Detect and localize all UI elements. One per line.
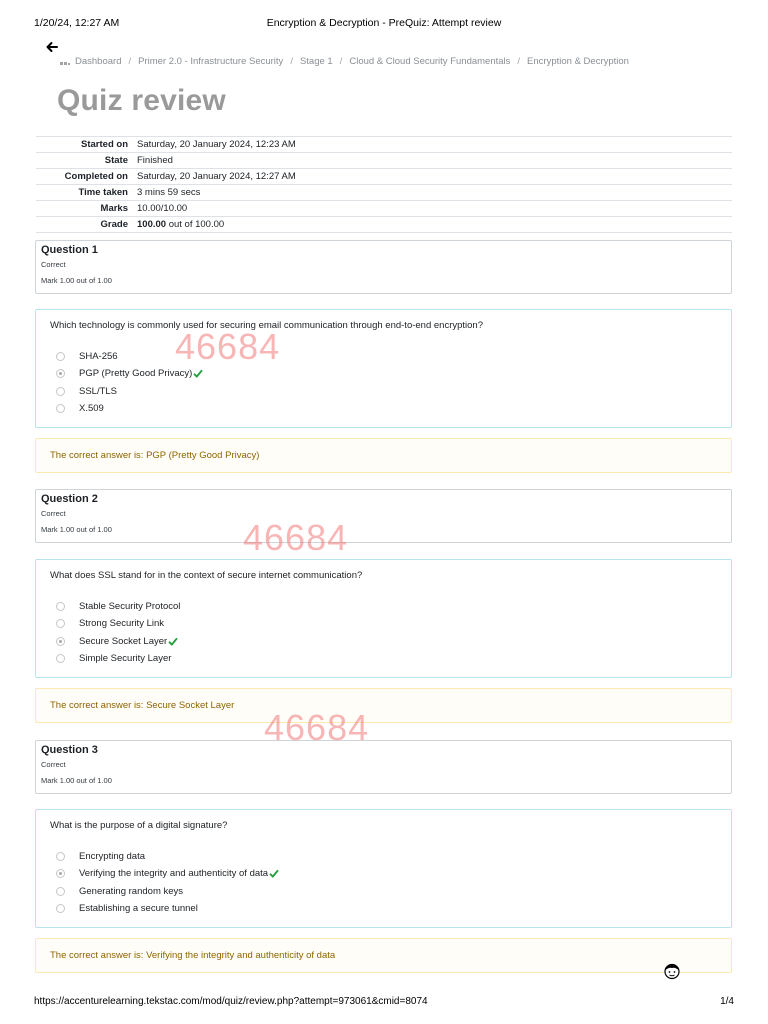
summary-row xyxy=(36,185,732,201)
breadcrumb-stage[interactable]: Stage 1 xyxy=(299,56,333,67)
page-title: Quiz review xyxy=(57,84,226,117)
watermark: 46684 xyxy=(243,517,349,558)
summary-value: 3 mins 59 secs xyxy=(132,185,732,201)
answer-option xyxy=(50,650,717,667)
summary-label: Grade xyxy=(36,217,132,233)
breadcrumb-separator: / xyxy=(290,56,293,67)
print-footer xyxy=(34,996,734,1010)
breadcrumb-separator: / xyxy=(339,56,343,67)
avatar-icon xyxy=(663,962,681,980)
summary-value: Finished xyxy=(132,153,732,169)
summary-row xyxy=(36,153,732,169)
summary-row xyxy=(36,201,732,217)
answer-label: Strong Security Link xyxy=(79,618,165,630)
breadcrumb xyxy=(59,56,629,67)
radio-button[interactable] xyxy=(56,602,65,611)
radio-button[interactable] xyxy=(56,352,65,361)
summary-label: State xyxy=(36,153,132,169)
grade-total: out of 100.00 xyxy=(166,219,225,230)
answer-label: Encrypting data xyxy=(79,851,146,863)
question-formulation xyxy=(35,309,732,428)
answer-option xyxy=(50,900,717,917)
radio-button[interactable] xyxy=(56,852,65,861)
summary-label: Time taken xyxy=(36,185,132,201)
summary-row xyxy=(36,137,732,153)
radio-button-selected[interactable] xyxy=(56,869,65,878)
summary-value: Saturday, 20 January 2024, 12:27 AM xyxy=(132,169,732,185)
question-number: Question 2 xyxy=(41,493,98,505)
radio-button[interactable] xyxy=(56,654,65,663)
correct-answer-feedback: The correct answer is: PGP (Pretty Good Privacy) xyxy=(35,438,732,473)
print-document-title: Encryption & Decryption - PreQuiz: Attempt review xyxy=(266,17,502,29)
answer-options xyxy=(50,848,717,917)
answer-label: Generating random keys xyxy=(79,885,184,897)
correct-check-icon xyxy=(269,869,279,878)
question-state: Correct xyxy=(41,260,66,269)
summary-label: Completed on xyxy=(36,169,132,185)
question-text: Which technology is commonly used for securing email communication through end-to-end encryption? xyxy=(50,320,483,331)
radio-button[interactable] xyxy=(56,404,65,413)
answer-option xyxy=(50,348,717,365)
answer-option xyxy=(50,865,717,882)
answer-option xyxy=(50,598,717,615)
question-info xyxy=(35,240,732,294)
answer-label: SSL/TLS xyxy=(79,385,118,397)
radio-button[interactable] xyxy=(56,619,65,628)
summary-value: Saturday, 20 January 2024, 12:23 AM xyxy=(132,137,732,153)
answer-options xyxy=(50,598,717,667)
summary-label: Marks xyxy=(36,201,132,217)
back-arrow-icon[interactable] xyxy=(45,40,59,54)
question-mark: Mark 1.00 out of 1.00 xyxy=(41,525,112,534)
print-datetime: 1/20/24, 12:27 AM xyxy=(34,17,120,29)
answer-label: Verifying the integrity and authenticity of data xyxy=(79,868,269,880)
summary-value xyxy=(132,217,732,233)
answer-option xyxy=(50,883,717,900)
watermark: 46684 xyxy=(264,707,370,748)
radio-button-selected[interactable] xyxy=(56,369,65,378)
answer-label: Simple Security Layer xyxy=(79,653,172,665)
correct-check-icon xyxy=(168,637,178,646)
answer-label: SHA-256 xyxy=(79,351,118,363)
question-state: Correct xyxy=(41,760,66,769)
answer-option xyxy=(50,400,717,417)
print-header xyxy=(34,17,734,31)
correct-answer-feedback: The correct answer is: Verifying the integrity and authenticity of data xyxy=(35,938,732,973)
answer-option xyxy=(50,848,717,865)
answer-label: PGP (Pretty Good Privacy) xyxy=(79,368,193,380)
answer-option xyxy=(50,383,717,400)
question-state: Correct xyxy=(41,509,66,518)
page-url: https://accenturelearning.tekstac.com/mod/quiz/review.php?attempt=973061&cmid=8074 xyxy=(34,996,428,1007)
attempt-summary-table xyxy=(36,136,732,233)
summary-row xyxy=(36,217,732,233)
breadcrumb-separator: / xyxy=(128,56,132,67)
breadcrumb-separator: / xyxy=(517,56,521,67)
correct-check-icon xyxy=(193,369,203,378)
answer-label: Stable Security Protocol xyxy=(79,601,181,613)
grade-score: 100.00 xyxy=(137,219,167,230)
answer-options xyxy=(50,348,717,417)
watermark: 46684 xyxy=(175,326,281,367)
answer-option xyxy=(50,365,717,382)
breadcrumb-course[interactable]: Primer 2.0 - Infrastructure Security xyxy=(138,56,284,67)
radio-button[interactable] xyxy=(56,904,65,913)
breadcrumb-dashboard[interactable]: Dashboard xyxy=(75,56,122,67)
answer-label: Establishing a secure tunnel xyxy=(79,903,198,915)
summary-label: Started on xyxy=(36,137,132,153)
answer-option xyxy=(50,633,717,650)
question-formulation xyxy=(35,809,732,928)
dashboard-icon xyxy=(59,57,71,67)
question-mark: Mark 1.00 out of 1.00 xyxy=(41,776,112,785)
question-text: What does SSL stand for in the context of secure internet communication? xyxy=(50,570,363,581)
breadcrumb-quiz[interactable]: Encryption & Decryption xyxy=(527,56,629,67)
correct-answer-feedback: The correct answer is: Secure Socket Layer xyxy=(35,688,732,723)
page-number: 1/4 xyxy=(720,996,734,1007)
question-text: What is the purpose of a digital signature? xyxy=(50,820,228,831)
breadcrumb-section[interactable]: Cloud & Cloud Security Fundamentals xyxy=(349,56,511,67)
question-formulation xyxy=(35,559,732,678)
summary-value: 10.00/10.00 xyxy=(132,201,732,217)
answer-label: X.509 xyxy=(79,403,104,415)
question-number: Question 3 xyxy=(41,744,98,756)
answer-label: Secure Socket Layer xyxy=(79,635,168,647)
answer-option xyxy=(50,615,717,632)
question-info xyxy=(35,740,732,794)
radio-button-selected[interactable] xyxy=(56,637,65,646)
radio-button[interactable] xyxy=(56,387,65,396)
summary-row xyxy=(36,169,732,185)
question-info xyxy=(35,489,732,543)
radio-button[interactable] xyxy=(56,887,65,896)
question-mark: Mark 1.00 out of 1.00 xyxy=(41,276,112,285)
question-number: Question 1 xyxy=(41,244,98,256)
